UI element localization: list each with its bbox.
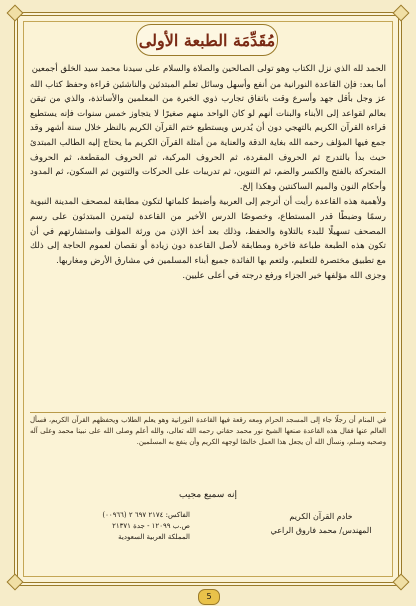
opening-paragraph: الحمد لله الذي نزل الكتاب وهو تولى الصالحين والصلاة والسلام على سيدنا محمد سيد الخلق أجمعين (31, 64, 386, 74)
page-frame (14, 12, 402, 586)
signature-name: المهندس/ محمد فاروق الراعي (270, 526, 372, 535)
footnote-text: في المنام أن رجلًا جاء إلى المسجد الحرام ومعه رقعة فيها القاعدة النورانية وهو يعلم الطلاب ويحفظهم القرآن الكريم، فسأل العالم عنها فقال هذه القاعدة صنعها الشيخ نور محمد حقاني رحمه الله تعالى، والله أعلم وصلى الله على نبينا محمد وعلى آله وصحبه وسلم، ونسأل الله أن يجعل هذا العمل خالصًا لوجهه الكريم وأن ينفع به المسلمين. (30, 416, 386, 446)
signature-block (266, 510, 376, 538)
contact-block (40, 510, 190, 543)
prayer-paragraph: وجزى الله مؤلفها خير الجزاء ورفع درجته في أعلى عليين. (182, 271, 386, 282)
intro-paragraph: أما بعد: فإن القاعدة النورانية من أنفع وأسهل وسائل تعلم المبتدئين والناشئين قراءة وحفظ كتاب الله عز وجل بأقل جهد وأسرع وقت باتفاق تجارب ذوي الخبرة من المعلمين والأساتذة، والذي من تيقن بعالم لقواعد إلى الأبناء والبنات أنهم لو كان الواحد منهم صغيرًا لا يتجاوز خمس سنوات فإنه يستطيع قراءة القرآن الكريم بالتهجي دون أن يُدرس ويستطيع ختم القرآن الكريم بالنظر خلال سنة أشهر وقد جمع فيها المؤلف رحمه الله بغاية الدقة والعناية من أمثلة القرآن الكريم ما يحتاج إليه الطالب المبتدئ حيث بدأ بالتدرج ثم الحروف المفردة، ثم الحروف المركبة، ثم الحروف المقطعة، ثم الحروف المتحركة بالفتح والكسر والضم، ثم التنوين، ثم تدريبات على الحركات والتنوين ثم السكون، ثم المدود وأحكام النون والميم الساكنتين وهكذا إلخ. (30, 79, 386, 192)
page-number: 5 (198, 589, 220, 605)
contact-country: المملكة العربية السعودية (118, 533, 190, 541)
contact-fax: الفاكس: ٢١٧٤ ٦٩٧ ٢ (٠٠٩٦٦) (102, 511, 190, 519)
footnote (30, 415, 386, 448)
divider (30, 412, 386, 413)
contact-pobox: ص.ب ١٢٠٩٩ - جدة ٢١٣٧١ (112, 522, 190, 530)
closing-line: إنه سميع مجيب (179, 490, 237, 500)
body-text (30, 62, 386, 285)
page-title: مُقَدِّمَة الطبعة الأولى (138, 30, 276, 50)
importance-paragraph: ولأهمية هذه القاعدة رأيت أن أترجم إلى العربية وأضبط كلماتها لتكون مطابقة لمصحف المدينة النبوية رسمًا وضبطًا قدر المستطاع، وخصوصًا الدرس الأخير من القاعدة ليتمرن المبتدئون على رسم المصحف تسهيلًا للبدء بالتلاوة والحفظ، وذلك بعد أخذ الإذن من ورثة المؤلف واستشارتهم في أن تكون هذه الطبعة طباعة فاخرة ومطابقة لأصل القاعدة دون زيادة أو نقصان لعموم الحاجة إلى ذلك مع تطبيق مختصرة للتعليم، ولتعم بها الفائدة جميع أبناء المسلمين في مشارق الأرض ومغاربها. (30, 197, 386, 266)
title-cartouche (136, 24, 278, 56)
signature-title: خادم القرآن الكريم (289, 512, 353, 521)
